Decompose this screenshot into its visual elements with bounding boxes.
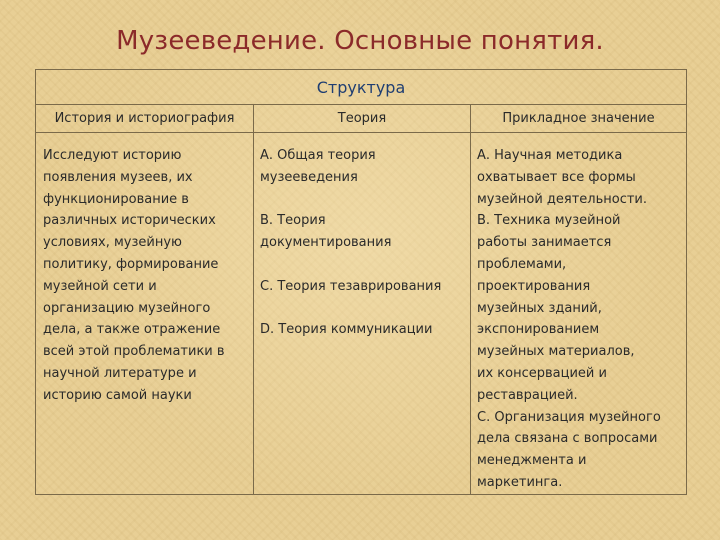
theory-item-line: С. Теория тезаврирования (260, 278, 442, 294)
theory-item-line: В. Теория (260, 213, 326, 229)
applied-text-line: музейных зданий, (477, 300, 602, 316)
history-text-line: историю самой науки (43, 387, 192, 403)
applied-text-line: работы занимается (477, 235, 612, 251)
column-headers-row (36, 105, 687, 133)
slide-title: Музееведение. Основные понятия. (116, 26, 604, 56)
theory-item-line: документирования (260, 235, 392, 251)
history-text-line: появления музеев, их (43, 169, 193, 185)
applied-text-line: музейной деятельности. (477, 191, 647, 207)
applied-text-line: реставрацией. (477, 387, 578, 403)
applied-text-line: проектирования (477, 278, 591, 294)
table-header-row (36, 70, 687, 105)
applied-text-line: менеджмента и (477, 453, 587, 469)
history-text-line: дела, а также отражение (43, 322, 221, 338)
applied-text-line: дела связана с вопросами (477, 431, 658, 447)
theory-item-line: А. Общая теория (260, 148, 376, 163)
column-header-history: История и историография (36, 105, 254, 133)
table-body-row (36, 133, 687, 495)
spacer (260, 254, 470, 276)
applied-cell (471, 133, 687, 495)
history-text-line: научной литературе и (43, 365, 197, 381)
history-text-line: музейной сети и (43, 278, 157, 294)
applied-text-line: А. Научная методика (477, 148, 623, 163)
applied-text-line: маркетинга. (477, 474, 563, 490)
history-cell (36, 133, 254, 495)
spacer (260, 189, 470, 211)
column-header-applied: Прикладное значение (471, 105, 687, 133)
table-header: Структура (36, 70, 687, 105)
history-text-line: функционирование в (43, 191, 189, 207)
history-text-line: организацию музейного (43, 300, 211, 316)
history-text-line: Исследуют историю (43, 148, 182, 163)
column-header-theory: Теория (254, 105, 471, 133)
history-text-line: различных исторических (43, 213, 216, 229)
applied-text-line: В. Техника музейной (477, 213, 621, 229)
applied-text-line: экспонированием (477, 322, 600, 338)
theory-item-line: D. Теория коммуникации (260, 322, 433, 338)
history-text-line: условиях, музейную (43, 235, 182, 251)
theory-cell (254, 133, 471, 495)
applied-text-line: охватывает все формы (477, 169, 636, 185)
applied-text-line: проблемами, (477, 256, 567, 272)
structure-table (35, 69, 687, 495)
theory-item-line: музееведения (260, 169, 358, 185)
applied-text-line: музейных материалов, (477, 344, 635, 360)
history-text-line: всей этой проблематики в (43, 344, 225, 360)
history-text-line: политику, формирование (43, 256, 219, 272)
spacer (260, 298, 470, 320)
applied-text-line: С. Организация музейного (477, 409, 661, 425)
applied-text-line: их консервацией и (477, 365, 607, 381)
